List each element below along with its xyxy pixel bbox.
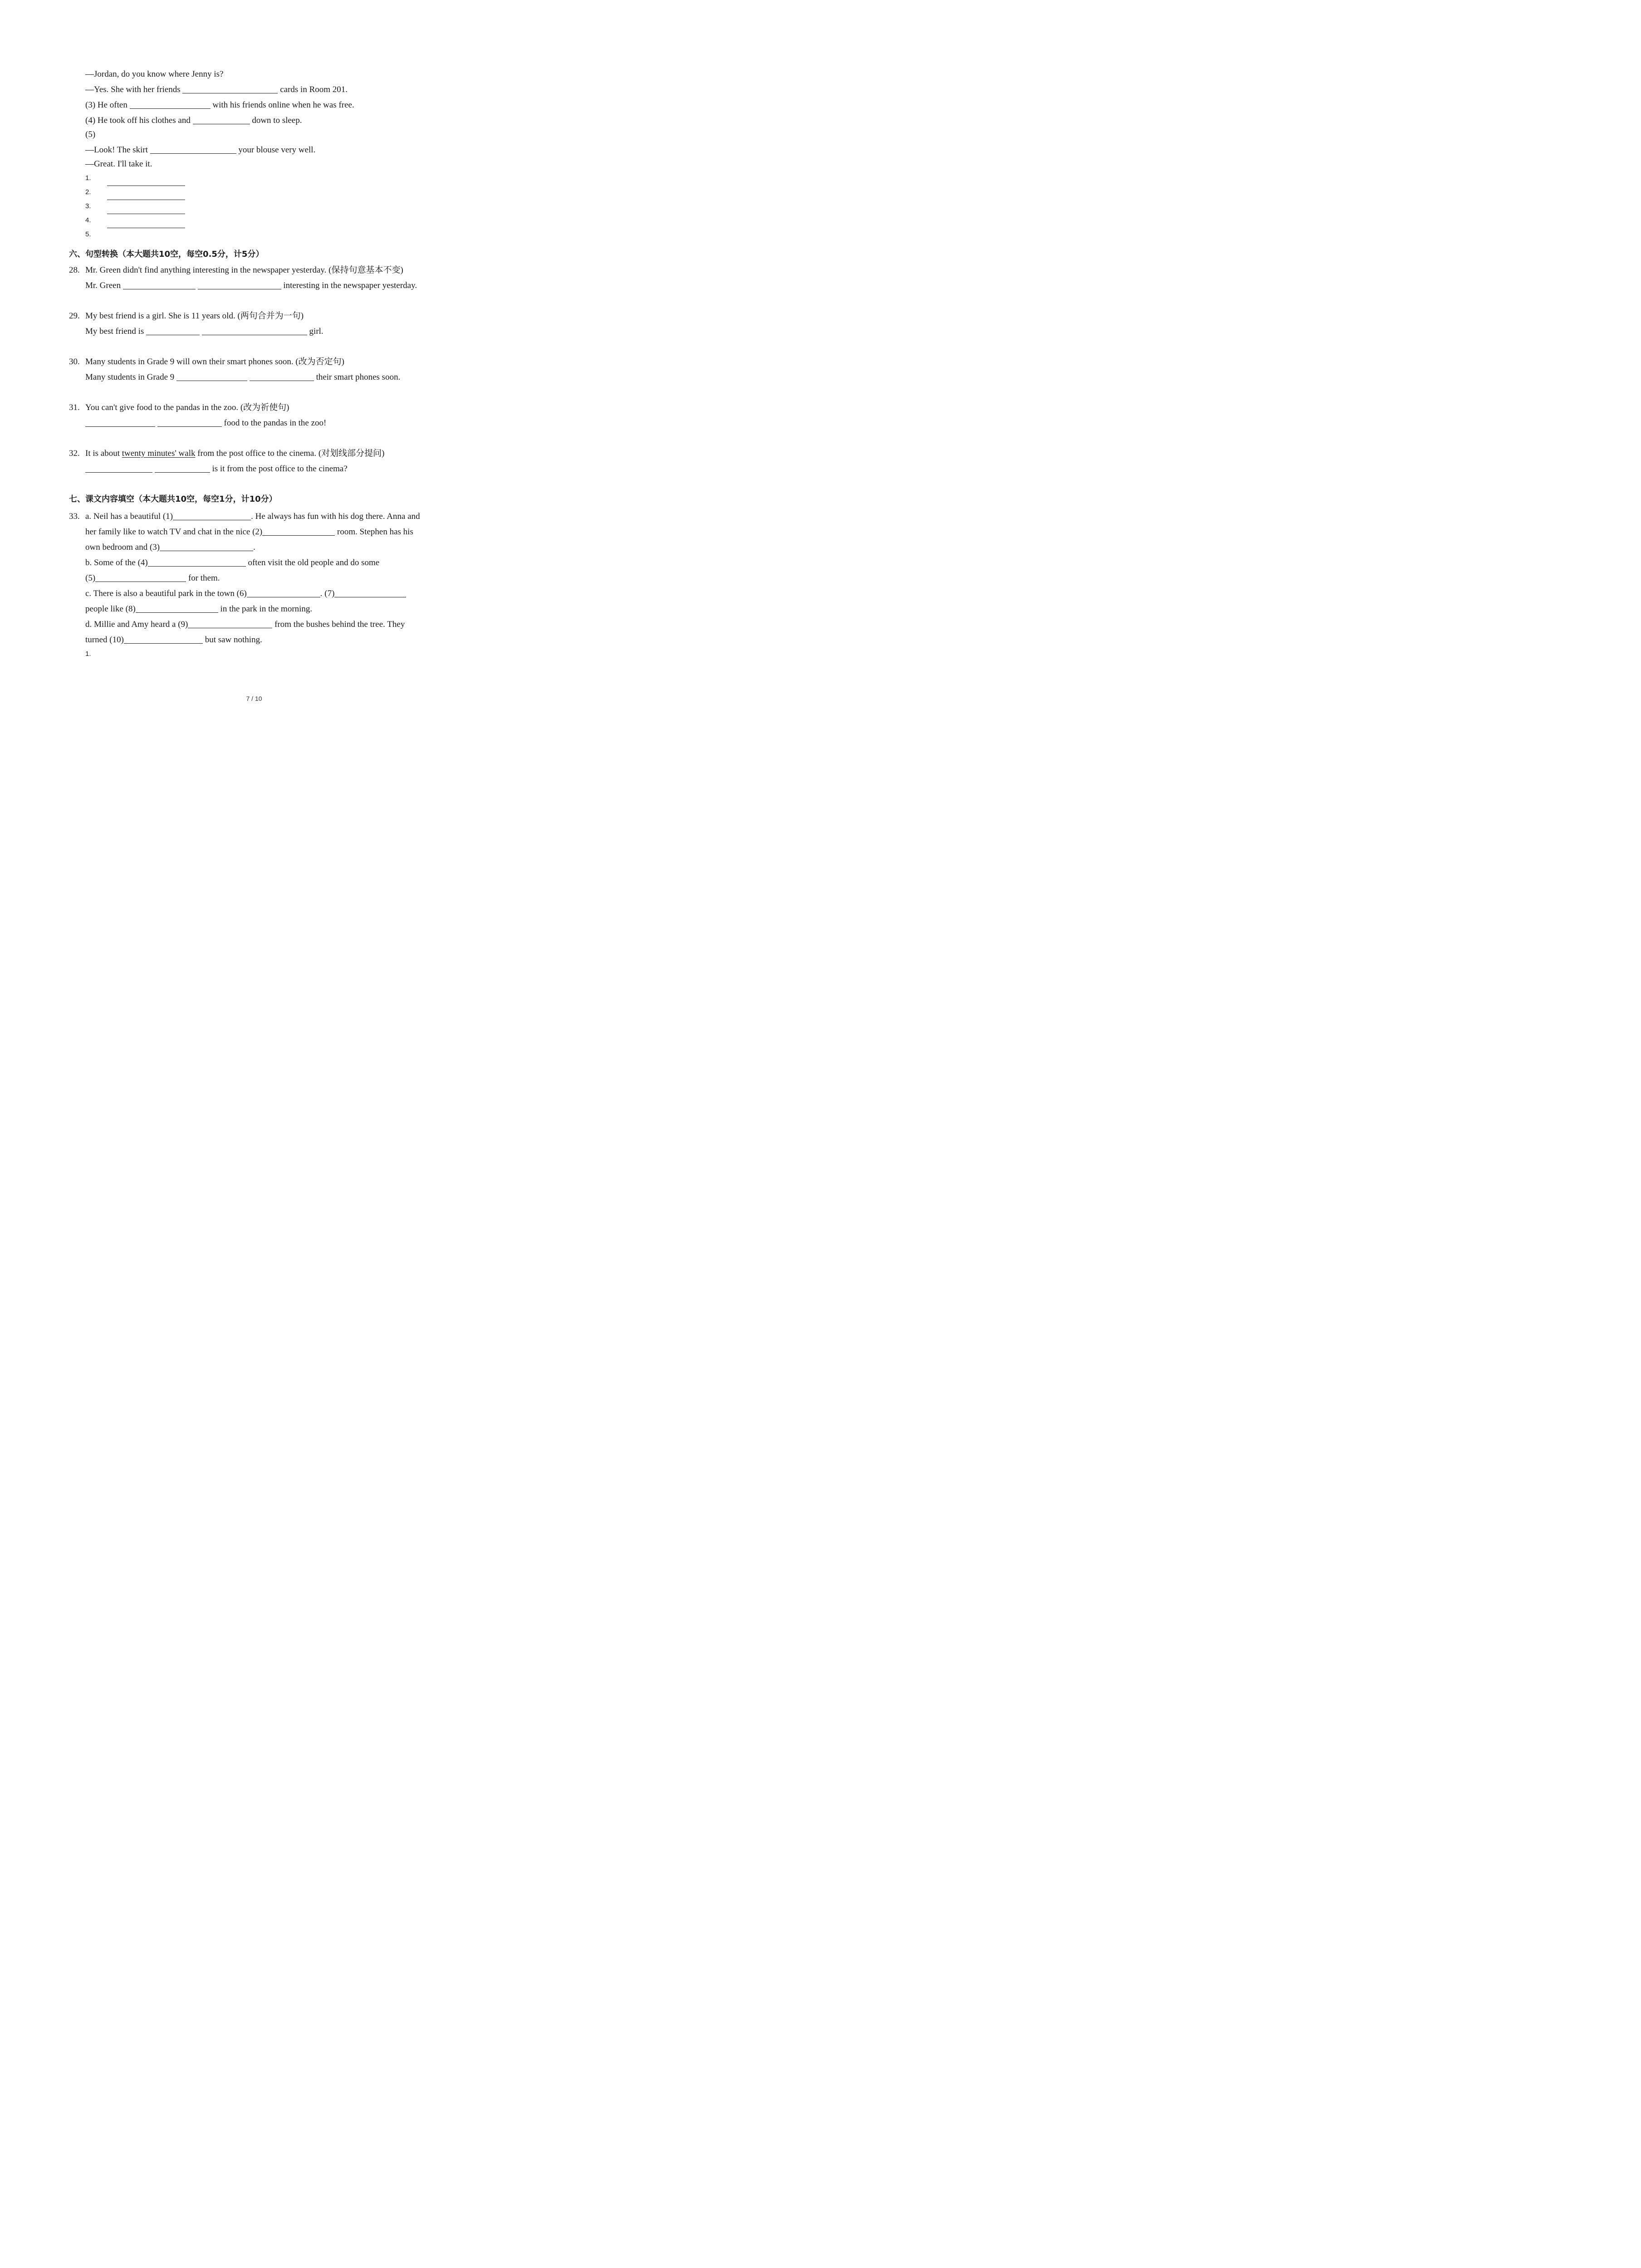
blank[interactable] — [123, 280, 196, 289]
answer-line: Many students in Grade 9 their smart phones soon. — [85, 372, 401, 382]
answer-line: My best friend is girl. — [85, 327, 323, 336]
dialogue-line: —Yes. She with her friends cards in Room 201. — [85, 85, 348, 94]
dialogue-line: —Look! The skirt your blouse very well. — [85, 145, 316, 155]
blank-4[interactable] — [148, 557, 246, 567]
blank[interactable] — [202, 326, 307, 335]
blank[interactable] — [250, 372, 314, 381]
passage-line: c. There is also a beautiful park in the town (6) . (7) — [85, 588, 406, 599]
question-number: 30. — [69, 357, 80, 367]
passage-line: turned (10) but saw nothing. — [85, 635, 262, 645]
dialogue-line: —Great. I'll take it. — [85, 159, 152, 169]
blank[interactable] — [176, 372, 247, 381]
blank-7[interactable] — [334, 588, 406, 597]
question-line: (3) He often with his friends online when he was free. — [85, 100, 354, 110]
question-number: 33. — [69, 512, 80, 521]
answer-line: is it from the post office to the cinema? — [85, 464, 348, 474]
blank-8[interactable] — [136, 604, 218, 613]
question-number: 31. — [69, 403, 80, 412]
answer-number: 4. — [85, 216, 91, 224]
question-line: (5) — [85, 130, 96, 139]
question-line: (4) He took off his clothes and down to sleep. — [85, 116, 302, 125]
answer-number: 1. — [85, 650, 91, 658]
answer-line: food to the pandas in the zoo! — [85, 418, 326, 429]
question-text: My best friend is a girl. She is 11 years old. (两句合并为一句) — [85, 311, 304, 321]
question-text: You can't give food to the pandas in the zoo. (改为祈使句) — [85, 403, 289, 412]
blank-1[interactable] — [173, 511, 251, 520]
passage-line: own bedroom and (3) . — [85, 543, 255, 552]
answer-number: 3. — [85, 202, 91, 210]
answer-line: Mr. Green interesting in the newspaper yesterday. — [85, 281, 417, 290]
question-text: It is about twenty minutes' walk from the post office to the cinema. (对划线部分提问) — [85, 449, 385, 458]
passage-line: her family like to watch TV and chat in the nice (2) room. Stephen has his — [85, 527, 413, 537]
answer-number: 5. — [85, 230, 91, 238]
blank[interactable] — [193, 115, 250, 124]
question-text: Mr. Green didn't find anything interesting in the newspaper yesterday. (保持句意基本不变) — [85, 265, 403, 275]
blank[interactable] — [85, 418, 155, 427]
answer-number: 1. — [85, 174, 91, 182]
section-title: 六、句型转换（本大题共10空，每空0.5分，计5分） — [69, 249, 264, 259]
underlined-phrase: twenty minutes' walk — [122, 449, 196, 458]
passage-line: (5) for them. — [85, 573, 220, 583]
blank[interactable] — [182, 84, 278, 93]
blank[interactable] — [150, 145, 236, 154]
blank[interactable] — [198, 280, 281, 289]
blank[interactable] — [146, 326, 200, 335]
blank-9[interactable] — [188, 619, 272, 628]
blank-5[interactable] — [95, 573, 186, 582]
blank[interactable] — [85, 464, 152, 473]
passage-line: b. Some of the (4) often visit the old people and do some — [85, 558, 380, 567]
section-title: 七、课文内容填空（本大题共10空，每空1分，计10分） — [69, 494, 277, 504]
dialogue-line: —Jordan, do you know where Jenny is? — [85, 69, 224, 79]
blank-2[interactable] — [262, 527, 335, 536]
passage-line: a. Neil has a beautiful (1) . He always has fun with his dog there. Anna and — [85, 512, 420, 521]
blank[interactable] — [157, 418, 222, 427]
passage-line: people like (8) in the park in the morning. — [85, 604, 313, 614]
question-number: 32. — [69, 449, 80, 458]
question-number: 28. — [69, 265, 80, 275]
page-number: 7 / 10 — [246, 695, 262, 702]
passage-line: d. Millie and Amy heard a (9) from the bushes behind the tree. They — [85, 620, 405, 629]
question-number: 29. — [69, 311, 80, 321]
blank[interactable] — [130, 100, 211, 109]
question-text: Many students in Grade 9 will own their smart phones soon. (改为否定句) — [85, 357, 344, 367]
blank-6[interactable] — [247, 588, 320, 597]
blank[interactable] — [155, 464, 210, 473]
blank-10[interactable] — [124, 635, 203, 644]
blank-3[interactable] — [160, 542, 253, 551]
answer-number: 2. — [85, 188, 91, 196]
